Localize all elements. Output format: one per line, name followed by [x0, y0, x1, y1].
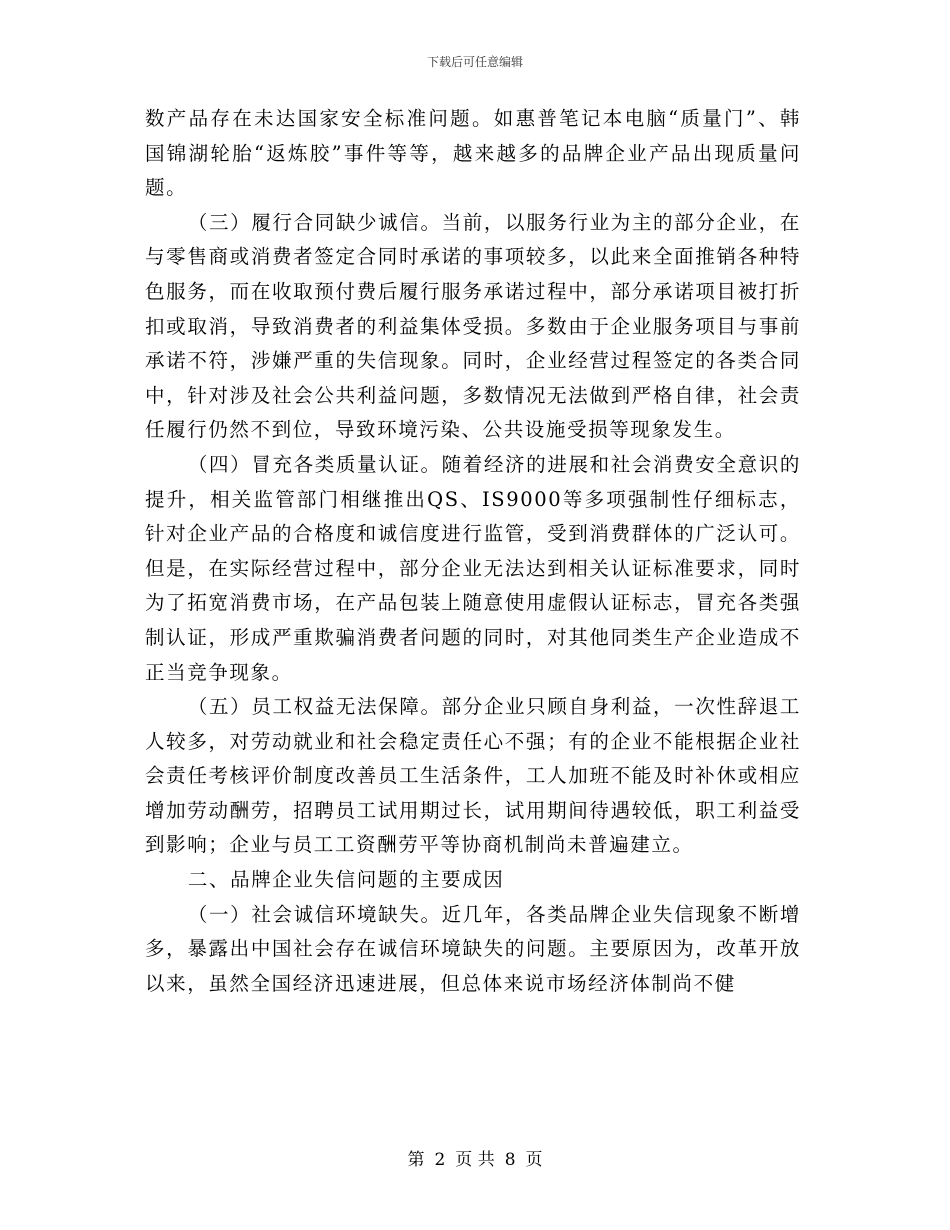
- footer-current-page: 2: [434, 1150, 446, 1170]
- page-footer: [0, 1150, 950, 1170]
- section-heading: 二、品牌企业失信问题的主要成因: [187, 868, 505, 892]
- document-body: [145, 102, 801, 1001]
- footer-suffix: 页: [525, 1150, 543, 1170]
- footer-total-pages: 8: [504, 1150, 516, 1170]
- paragraph-section-3: （三）履行合同缺少诚信。当前，以服务行业为主的部分企业，在与零售商或消费者签定合同时承诺的事项较多，以此来全面推销各种特色服务，而在收取预付费后履行服务承诺过程中，部分承诺项目被打折扣或取消，导致消费者的利益集体受损。多数由于企业服务项目与事前承诺不符，涉嫌严重的失信现象。同时，企业经营过程签定的各类合同中，针对涉及社会公共利益问题，多数情况无法做到严格自律，社会责任履行仍然不到位，导致环境污染、公共设施受损等现象发生。: [145, 210, 801, 442]
- paragraph-subsection-1: （一）社会诚信环境缺失。近几年，各类品牌企业失信现象不断增多，暴露出中国社会存在诚信环境缺失的问题。主要原因为，改革开放以来，虽然全国经济迅速进展，但总体来说市场经济体制尚不健: [145, 902, 801, 995]
- paragraph-continued: 数产品存在未达国家安全标准问题。如惠普笔记本电脑“质量门”、韩国锦湖轮胎“返炼胶”事件等等，越来越多的品牌企业产品出现质量问题。: [145, 107, 801, 200]
- page-header: 下载后可任意编辑: [426, 55, 523, 69]
- paragraph-section-5: （五）员工权益无法保障。部分企业只顾自身利益，一次性辞退工人较多，对劳动就业和社会稳定责任心不强；有的企业不能根据企业社会责任考核评价制度改善员工生活条件，工人加班不能及时补休或相应增加劳动酬劳，招聘员工试用期过长，试用期间待遇较低，职工利益受到影响；企业与员工工资酬劳平等协商机制尚未普遍建立。: [145, 695, 801, 857]
- footer-middle: 页 共: [455, 1150, 495, 1170]
- paragraph-section-4: （四）冒充各类质量认证。随着经济的进展和社会消费安全意识的提升，相关监管部门相继推出QS、IS9000等多项强制性仔细标志，针对企业产品的合格度和诚信度进行监管，受到消费群体的广泛认可。但是，在实际经营过程中，部分企业无法达到相关认证标准要求，同时为了拓宽消费市场，在产品包装上随意使用虚假认证标志，冒充各类强制认证，形成严重欺骗消费者问题的同时，对其他同类生产企业造成不正当竞争现象。: [145, 452, 801, 684]
- footer-prefix: 第: [407, 1150, 425, 1170]
